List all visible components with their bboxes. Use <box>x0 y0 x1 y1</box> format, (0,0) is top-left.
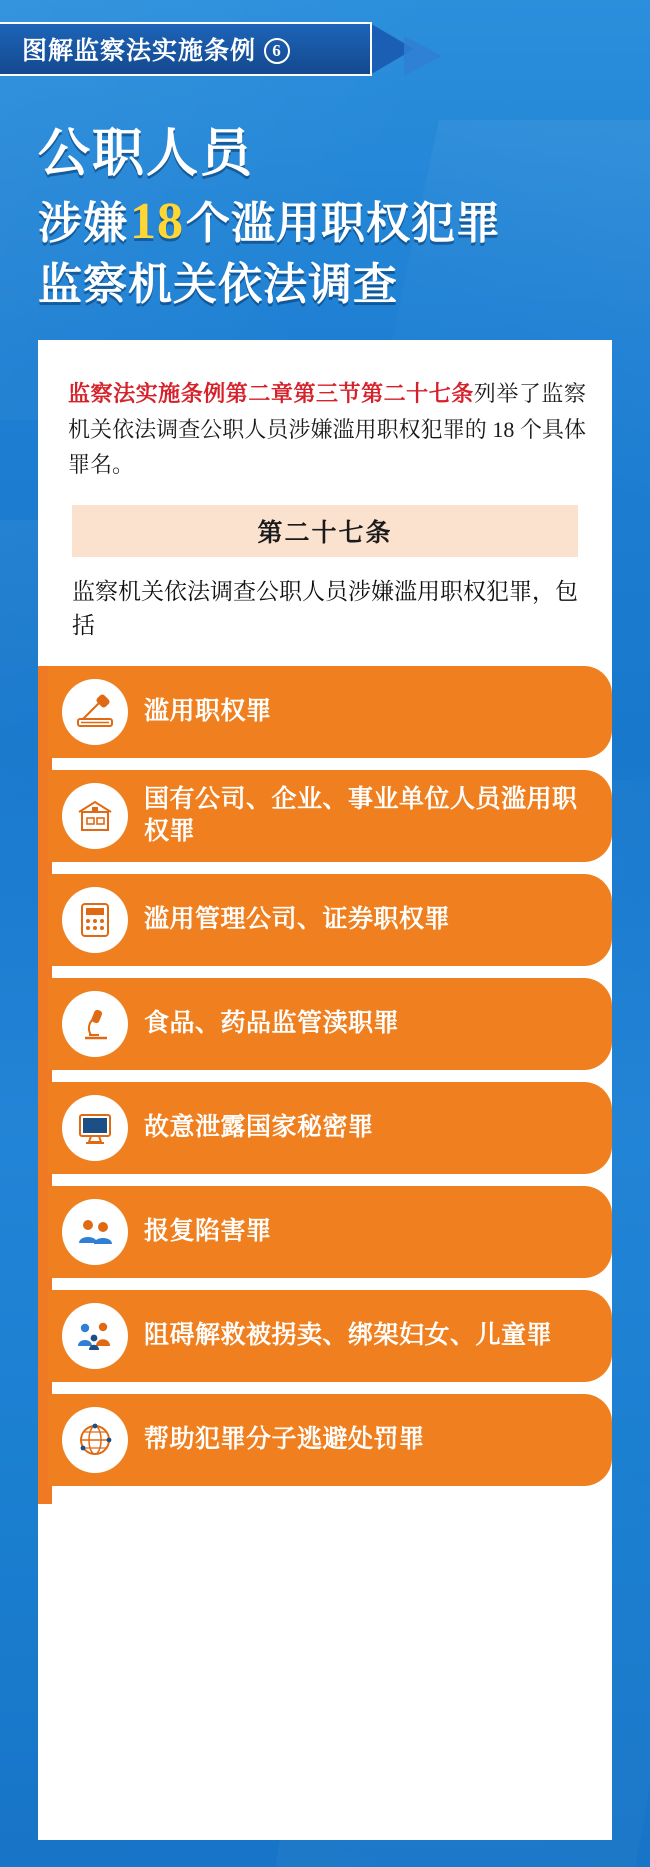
ribbon-title-label: 图解监察法实施条例 <box>22 38 257 65</box>
page-title <box>38 124 598 311</box>
list-item-label: 滥用职权罪 <box>144 697 272 725</box>
stamp-icon <box>62 679 128 745</box>
list-item[interactable] <box>48 1186 612 1278</box>
list-item-label: 阻碍解救被拐卖、绑架妇女、儿童罪 <box>144 1321 553 1349</box>
list-item-label: 故意泄露国家秘密罪 <box>144 1113 374 1141</box>
title-line-2-suffix: 个滥用职权犯罪 <box>186 199 501 249</box>
list-item-label: 国有公司、企业、事业单位人员滥用职权罪 <box>144 785 578 845</box>
ribbon-arrow-small <box>404 36 442 76</box>
article-heading: 第二十七条 <box>72 505 578 557</box>
calculator-icon <box>62 887 128 953</box>
list-item[interactable] <box>48 1290 612 1382</box>
ribbon-header <box>0 22 470 80</box>
list-item[interactable] <box>48 1394 612 1486</box>
crime-list <box>38 666 612 1504</box>
two-persons-icon <box>62 1199 128 1265</box>
list-item[interactable] <box>48 978 612 1070</box>
list-item[interactable] <box>48 874 612 966</box>
intro-paragraph <box>38 370 612 501</box>
title-highlight-number: 18 <box>130 193 184 251</box>
ribbon-banner <box>0 22 372 76</box>
factory-icon <box>62 783 128 849</box>
list-item[interactable] <box>48 770 612 862</box>
ribbon-title-text <box>22 31 290 67</box>
family-icon <box>62 1303 128 1369</box>
title-line-2-prefix: 涉嫌 <box>38 199 128 249</box>
computer-icon <box>62 1095 128 1161</box>
list-item-label: 滥用管理公司、证券职权罪 <box>144 905 451 933</box>
globe-network-icon <box>62 1407 128 1473</box>
title-line-3: 监察机关依法调查 <box>38 259 398 309</box>
intro-red-text: 监察法实施条例第二章第三节第二十七条 <box>68 381 474 406</box>
article-body-text: 监察机关依法调查公职人员涉嫌滥用职权犯罪，包括 <box>72 578 578 639</box>
title-line-1: 公职人员 <box>38 126 255 183</box>
list-item-label: 食品、药品监管渎职罪 <box>144 1009 400 1037</box>
list-item-label: 帮助犯罪分子逃避处罚罪 <box>144 1425 425 1453</box>
microscope-icon <box>62 991 128 1057</box>
title-line-2 <box>38 191 598 252</box>
ribbon-number-badge: 6 <box>264 38 290 64</box>
list-item[interactable] <box>48 666 612 758</box>
list-item[interactable] <box>48 1082 612 1174</box>
content-card <box>38 340 612 1840</box>
intro-rest-text: 列举了监察机关依法调查公职人员涉嫌滥用职权犯罪的 18 个具体罪名。 <box>68 381 586 478</box>
list-item-label: 报复陷害罪 <box>144 1217 272 1245</box>
